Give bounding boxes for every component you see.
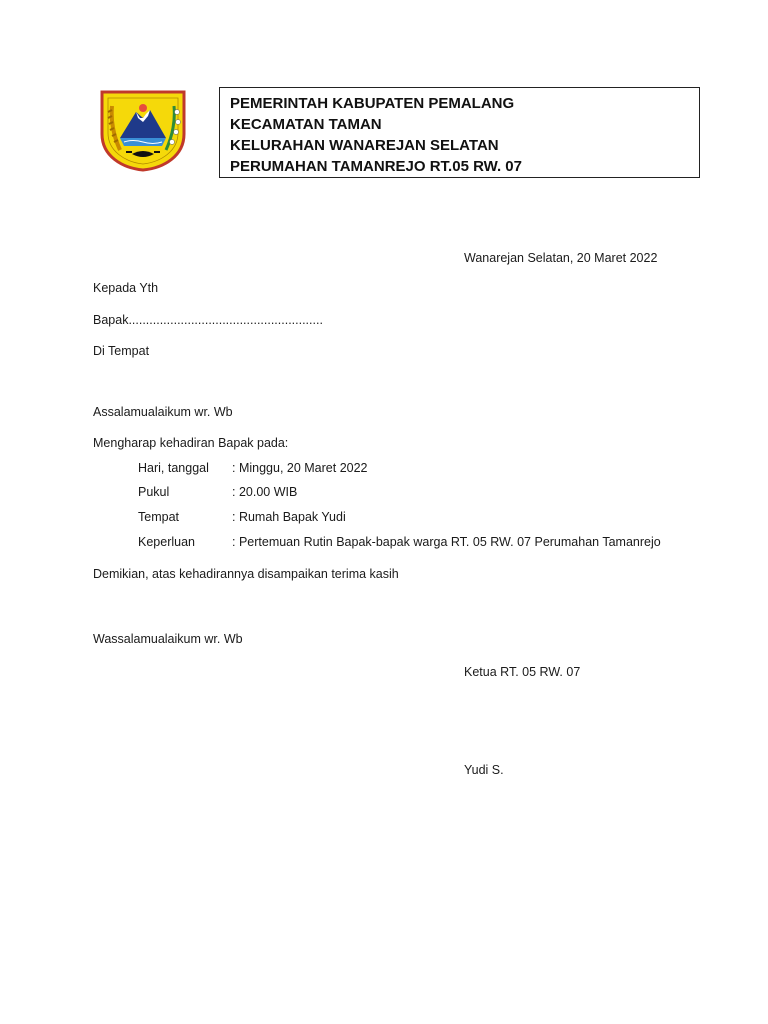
detail-label: Hari, tanggal	[138, 461, 209, 475]
closing-greeting: Wassalamualaikum wr. Wb	[93, 632, 243, 646]
recipient-line-1: Kepada Yth	[93, 281, 159, 295]
detail-value: : Minggu, 20 Maret 2022	[232, 461, 368, 475]
letterhead-box	[219, 87, 700, 178]
recipient-line-3: Di Tempat	[93, 344, 150, 358]
detail-value: : Rumah Bapak Yudi	[232, 510, 346, 524]
signer-name: Yudi S.	[464, 763, 504, 777]
regency-coat-of-arms-icon	[98, 88, 188, 172]
detail-value: : 20.00 WIB	[232, 485, 298, 499]
letterhead-line-2: KECAMATAN TAMAN	[230, 116, 382, 133]
detail-label: Tempat	[138, 510, 179, 524]
letterhead-line-1: PEMERINTAH KABUPATEN PEMALANG	[230, 95, 515, 112]
closing-text: Demikian, atas kehadirannya disampaikan terima kasih	[93, 567, 399, 581]
opening-greeting: Assalamualaikum wr. Wb	[93, 405, 233, 419]
letterhead-line-3: KELURAHAN WANAREJAN SELATAN	[230, 137, 499, 154]
place-date: Wanarejan Selatan, 20 Maret 2022	[464, 251, 658, 265]
intro-text: Mengharap kehadiran Bapak pada:	[93, 436, 289, 450]
detail-label: Pukul	[138, 485, 170, 499]
letterhead-line-4: PERUMAHAN TAMANREJO RT.05 RW. 07	[230, 158, 522, 175]
signer-title: Ketua RT. 05 RW. 07	[464, 665, 581, 679]
recipient-line-2: Bapak........................................................	[93, 313, 323, 327]
detail-value: : Pertemuan Rutin Bapak-bapak warga RT. 05 RW. 07 Perumahan Tamanrejo	[232, 535, 661, 549]
detail-label: Keperluan	[138, 535, 195, 549]
